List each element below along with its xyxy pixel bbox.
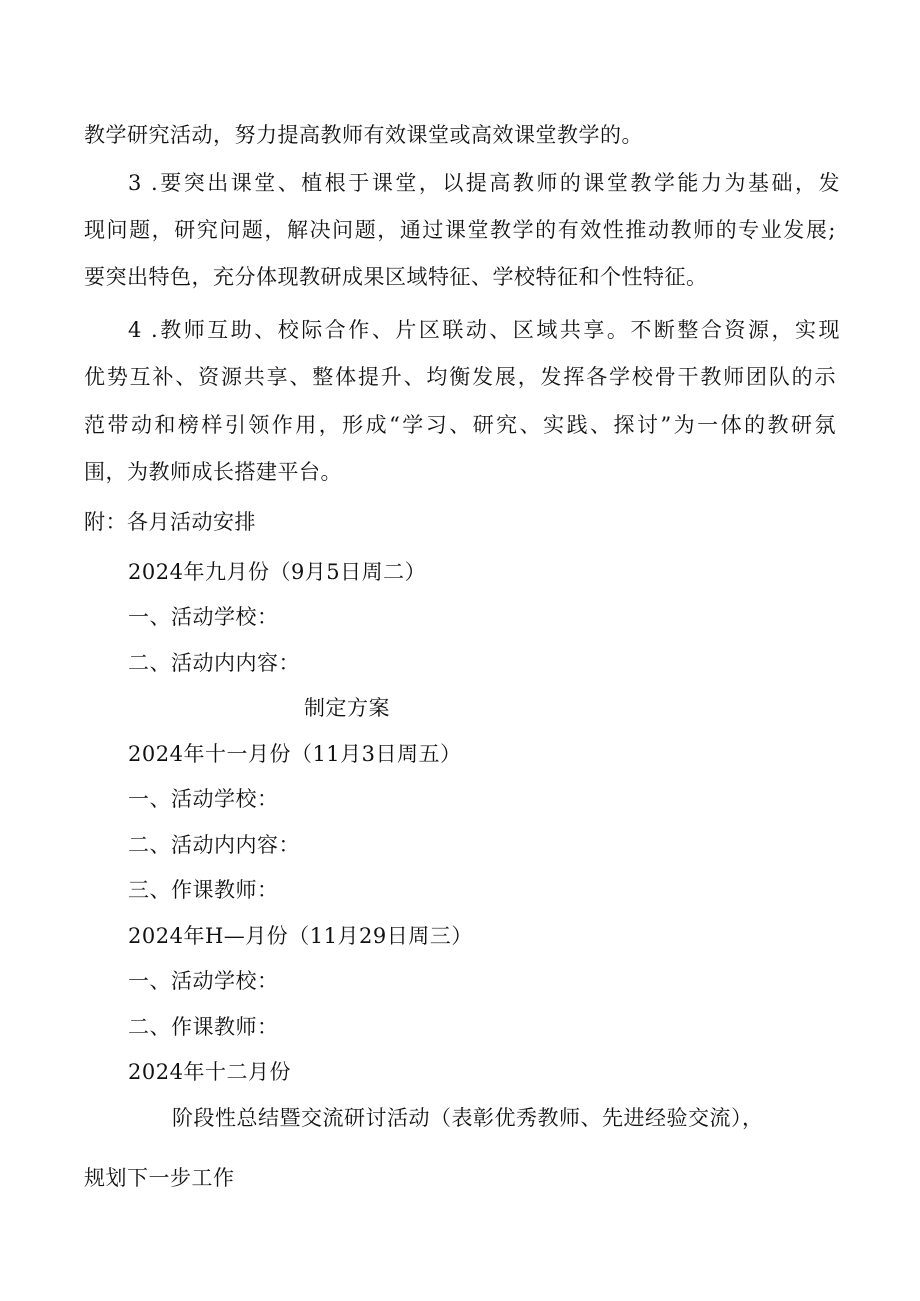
november-2-school: 一、活动学校： xyxy=(128,969,279,993)
december-summary-line-2: 规划下一步工作 xyxy=(84,1166,235,1190)
paragraph-2-continuation: 教学研究活动，努力提高教师有效课堂或高效课堂教学的。 xyxy=(84,123,643,147)
appendix-title: 附：各月活动安排 xyxy=(84,510,256,534)
item-3-line-2: 现问题，研究问题，解决问题，通过课堂教学的有效性推动教师的专业发展; xyxy=(84,218,836,242)
december-summary-line-1: 阶段性总结暨交流研讨活动（表彰优秀教师、先进经验交流）， xyxy=(172,1106,764,1130)
september-heading: 2024年九月份（9月5日周二） xyxy=(128,560,427,584)
november-2-teacher: 二、作课教师： xyxy=(128,1015,279,1039)
november-2-heading: 2024年H—月份（11月29日周三） xyxy=(128,924,473,948)
november-1-content: 二、活动内内容： xyxy=(128,833,300,857)
item-4-line-3: 范带动和榜样引领作用，形成“学习、研究、实践、探讨”为一体的教研氛 xyxy=(84,413,836,437)
item-3-line-3: 要突出特色，充分体现教研成果区域特征、学校特征和个性特征。 xyxy=(84,265,708,289)
item-4-line-2: 优势互补、资源共享、整体提升、均衡发展，发挥各学校骨干教师团队的示 xyxy=(84,365,836,389)
november-1-teacher: 三、作课教师： xyxy=(128,878,279,902)
september-plan: 制定方案 xyxy=(304,696,390,720)
september-content: 二、活动内内容： xyxy=(128,651,300,675)
november-1-school: 一、活动学校： xyxy=(128,787,279,811)
september-school: 一、活动学校： xyxy=(128,605,279,629)
november-1-heading: 2024年十一月份（11月3日周五） xyxy=(128,742,462,766)
item-4-line-1: 4 .教师互助、校际合作、片区联动、区域共享。不断整合资源，实现 xyxy=(128,318,840,342)
december-heading: 2024年十二月份 xyxy=(128,1060,291,1084)
item-4-line-4: 围，为教师成长搭建平台。 xyxy=(84,460,342,484)
item-3-line-1: 3 .要突出课堂、植根于课堂，以提高教师的课堂教学能力为基础，发 xyxy=(128,171,840,195)
